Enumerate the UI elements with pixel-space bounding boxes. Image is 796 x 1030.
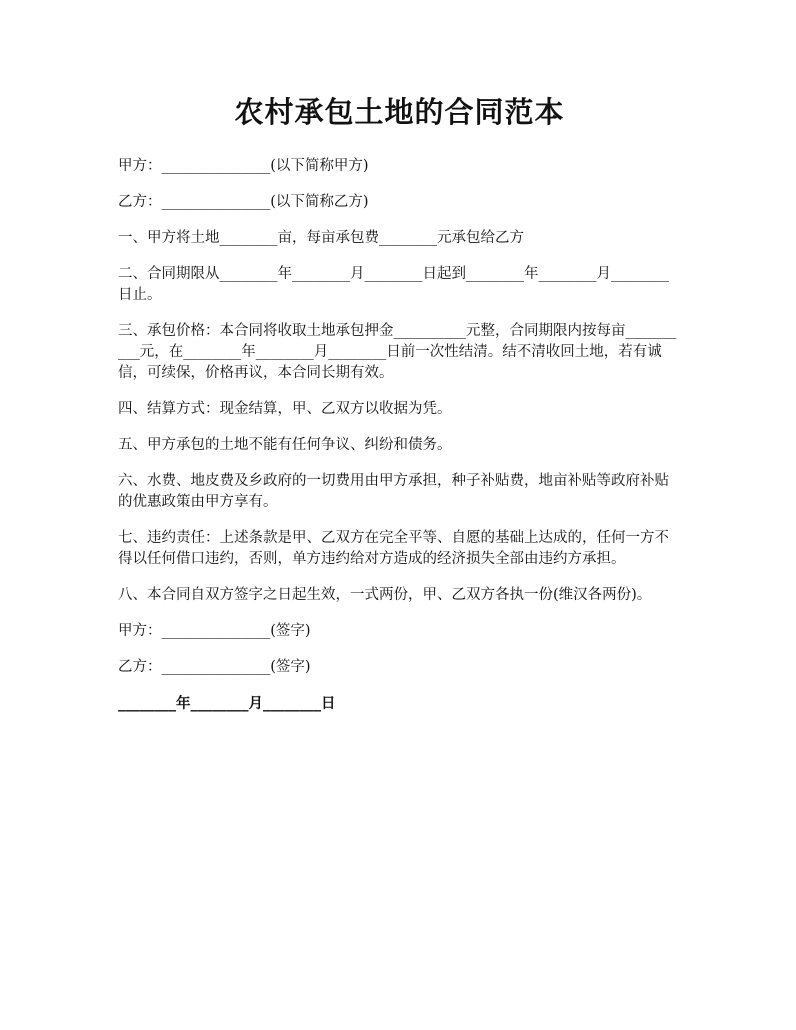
page-title: 农村承包土地的合同范本: [234, 95, 565, 129]
clause-5-no-disputes: 五、甲方承包的土地不能有任何争议、纠纷和债务。: [118, 437, 452, 453]
signing-date: ________年________月________日: [118, 695, 336, 712]
party-b-signature: 乙方：_______________(签字): [118, 659, 311, 675]
clause-7-breach-liability: 七、违约责任：上述条款是甲、乙双方在完全平等、自愿的基础上达成的，任何一方不得以任何借口违约，否则，单方违约给对方造成的经济损失全部由违约方承担。: [118, 530, 669, 567]
clause-3-contract-price: 三、承包价格：本合同将收取土地承包押金__________元整，合同期限内按每亩__________元，在________年________月________日前一次性结清。结不清收回土地，若有诚信，可续保，价格再议，本合同长期有效。: [118, 323, 677, 381]
clause-8-effectiveness: 八、本合同自双方签字之日起生效，一式两份，甲、乙双方各执一份(维汉各两份)。: [118, 587, 652, 603]
party-b-line: 乙方：_______________(以下简称乙方): [118, 194, 369, 210]
clause-1-land-area: 一、甲方将土地________亩，每亩承包费________元承包给乙方: [118, 230, 524, 246]
clause-4-settlement: 四、结算方式：现金结算，甲、乙双方以收据为凭。: [118, 401, 452, 417]
party-a-signature: 甲方：_______________(签字): [118, 623, 311, 639]
contract-document: [118, 92, 681, 714]
clause-2-contract-term: 二、合同期限从________年________月________日起到________年________月________日止。: [118, 266, 669, 303]
party-a-line: 甲方：_______________(以下简称甲方): [118, 158, 369, 174]
clause-6-fees-subsidies: 六、水费、地皮费及乡政府的一切费用由甲方承担，种子补贴费，地亩补贴等政府补贴的优惠政策由甲方享有。: [118, 473, 669, 510]
